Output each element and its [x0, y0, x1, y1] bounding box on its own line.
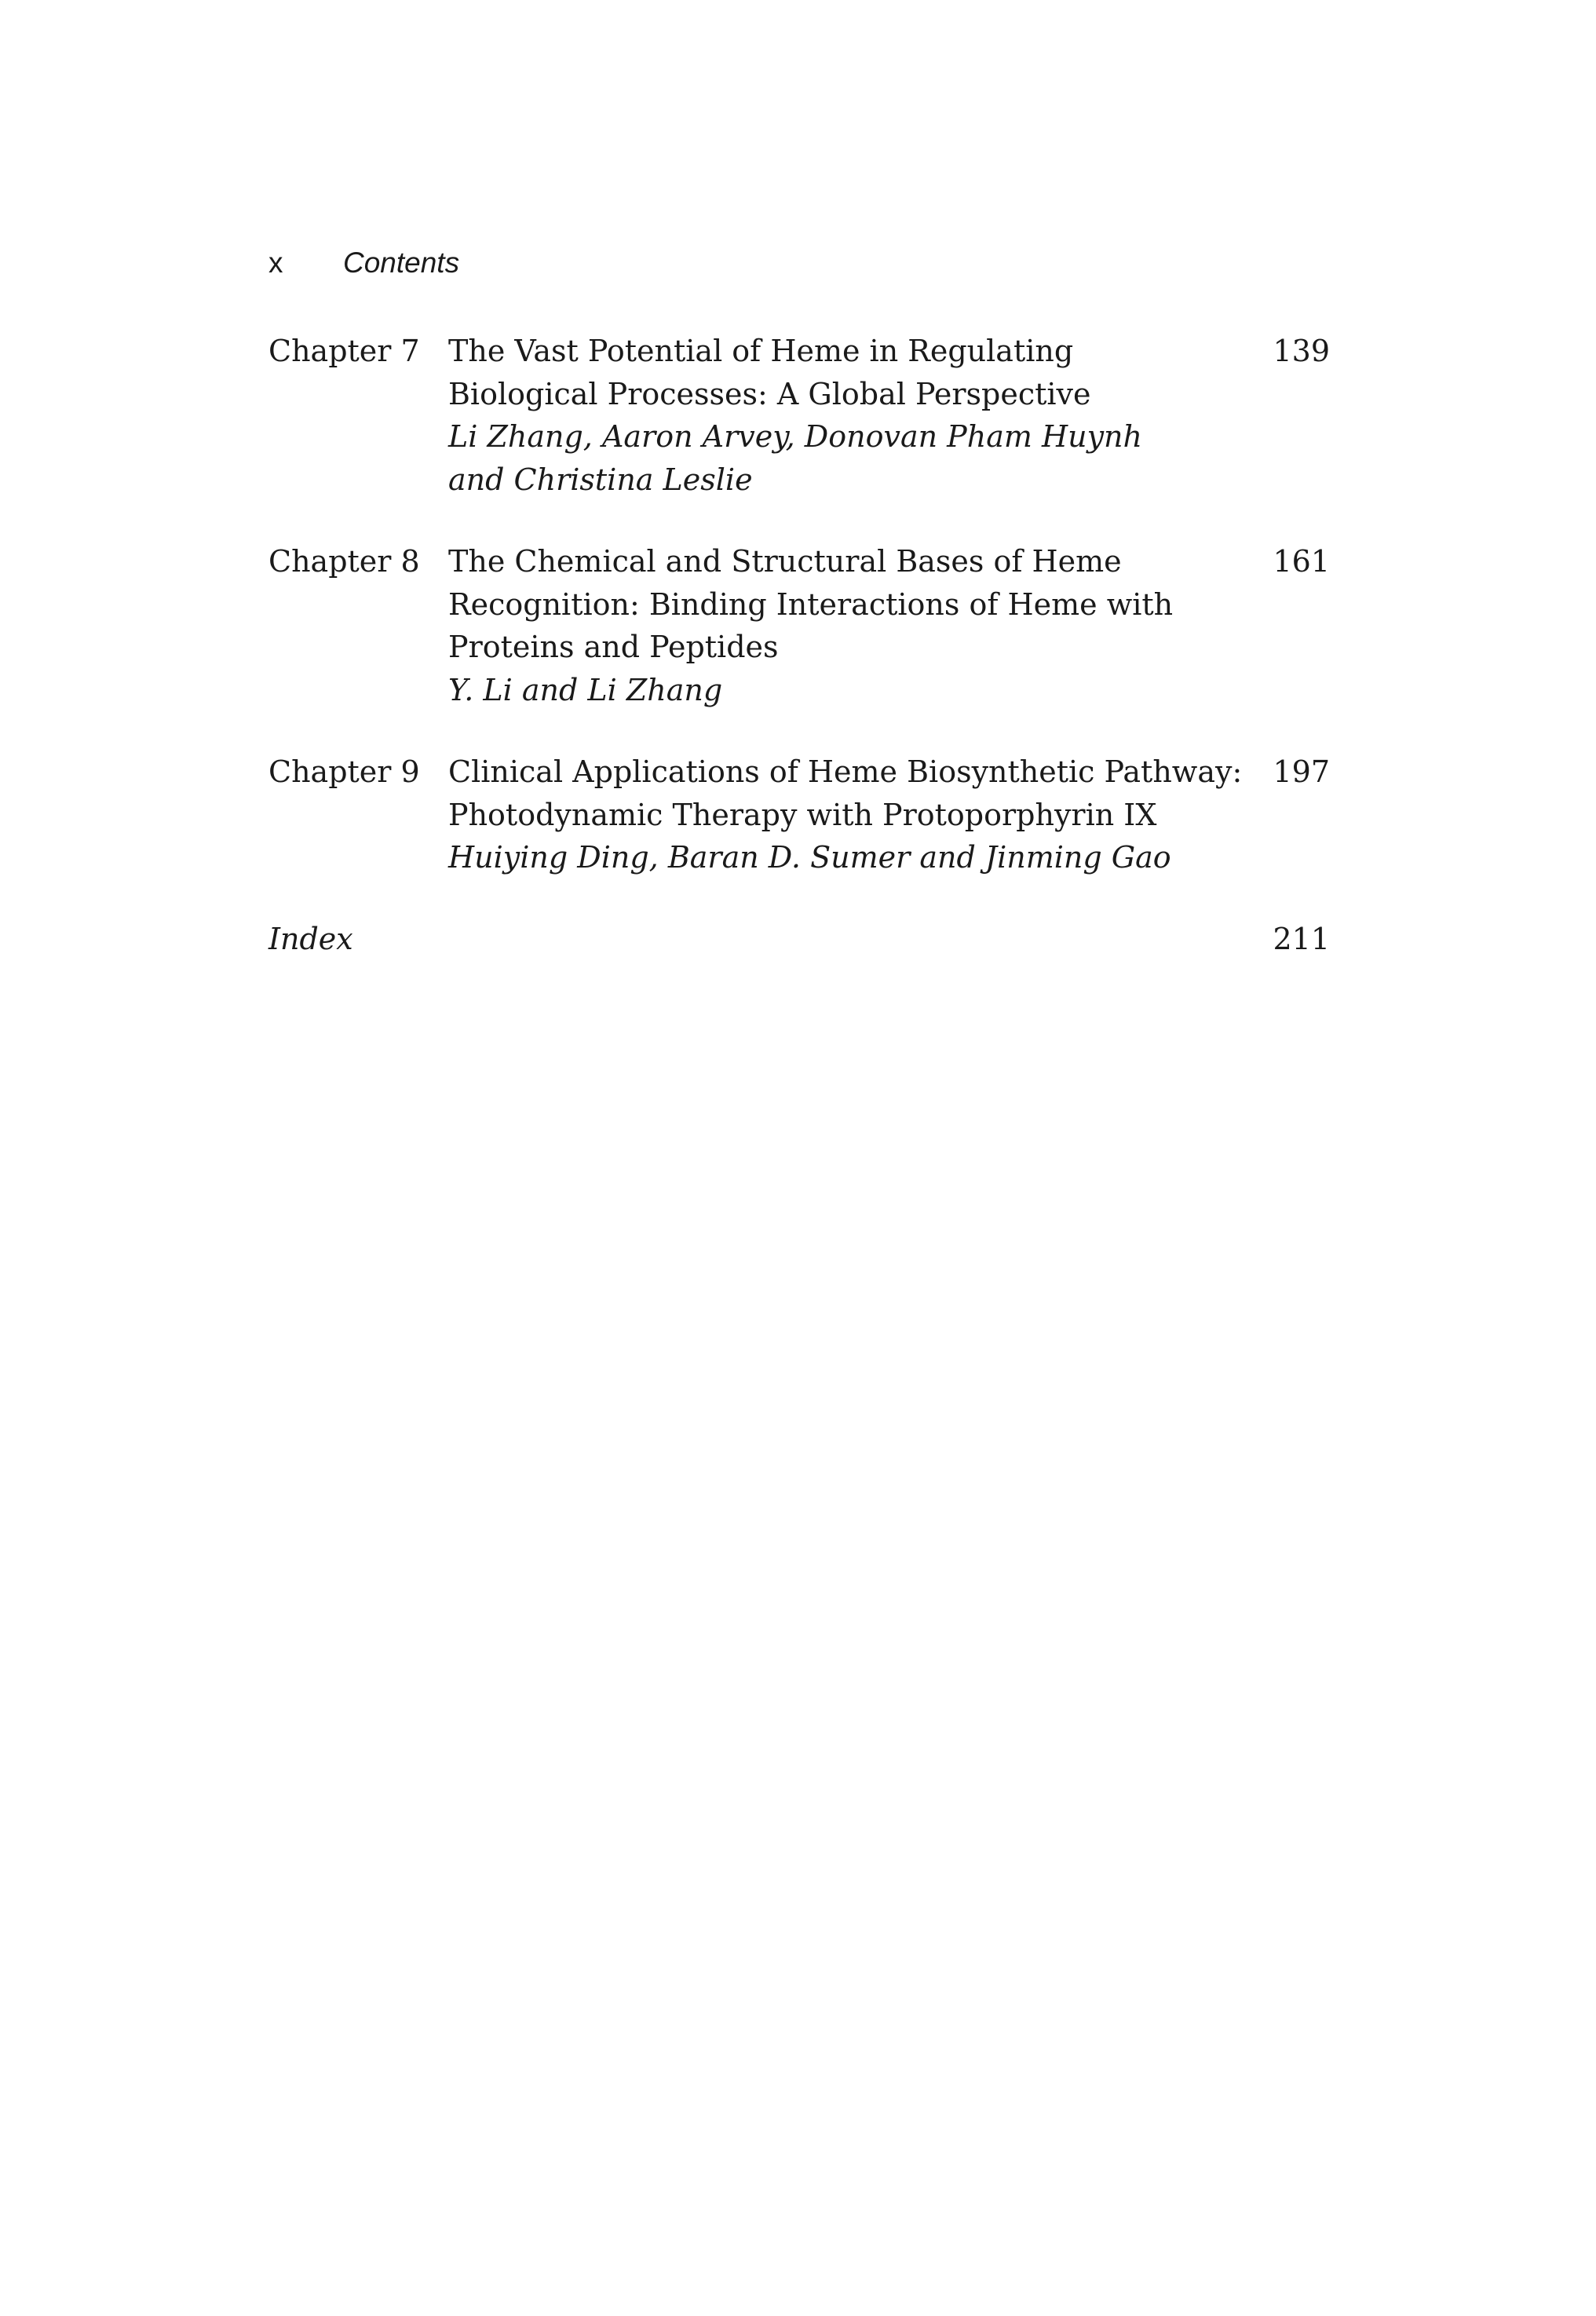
toc-entry-chapter-7[interactable]	[268, 330, 1330, 502]
chapter-title-line: The Vast Potential of Heme in Regulating	[448, 334, 1074, 368]
chapter-body	[448, 751, 1241, 879]
chapter-page-number: 139	[1273, 334, 1330, 368]
chapter-body	[448, 540, 1241, 711]
toc-entry-chapter-8[interactable]	[268, 540, 1330, 713]
chapter-label: Chapter 8	[268, 544, 420, 579]
toc-entry-index[interactable]	[268, 918, 1330, 961]
chapter-authors-line: and Christina Leslie	[448, 462, 753, 497]
chapter-title-line: Proteins and Peptides	[448, 630, 779, 664]
chapter-title-line: The Chemical and Structural Bases of Heme	[448, 544, 1122, 579]
chapter-title-line: Recognition: Binding Interactions of Heme with	[448, 586, 1174, 622]
chapter-page-number: 197	[1273, 754, 1330, 789]
chapter-body	[448, 330, 1241, 501]
page-number: x	[268, 247, 283, 279]
chapter-authors-line: Y. Li and Li Zhang	[448, 672, 723, 707]
running-head-title: Contents	[343, 247, 460, 279]
index-page-number: 211	[1273, 922, 1330, 956]
toc-entry-chapter-9[interactable]	[268, 751, 1330, 880]
index-label: Index	[268, 922, 353, 956]
chapter-title-line: Biological Processes: A Global Perspective	[448, 376, 1091, 411]
chapter-label: Chapter 9	[268, 754, 420, 789]
chapter-authors-line: Huiying Ding, Baran D. Sumer and Jinming Gao	[448, 840, 1171, 875]
running-head	[268, 246, 459, 280]
chapter-title-line: Clinical Applications of Heme Biosynthetic Pathway:	[448, 754, 1243, 789]
chapter-label: Chapter 7	[268, 334, 420, 368]
chapter-authors-line: Li Zhang, Aaron Arvey, Donovan Pham Huynh	[448, 419, 1143, 454]
chapter-page-number: 161	[1273, 544, 1330, 579]
chapter-title-line: Photodynamic Therapy with Protoporphyrin IX	[448, 797, 1157, 832]
